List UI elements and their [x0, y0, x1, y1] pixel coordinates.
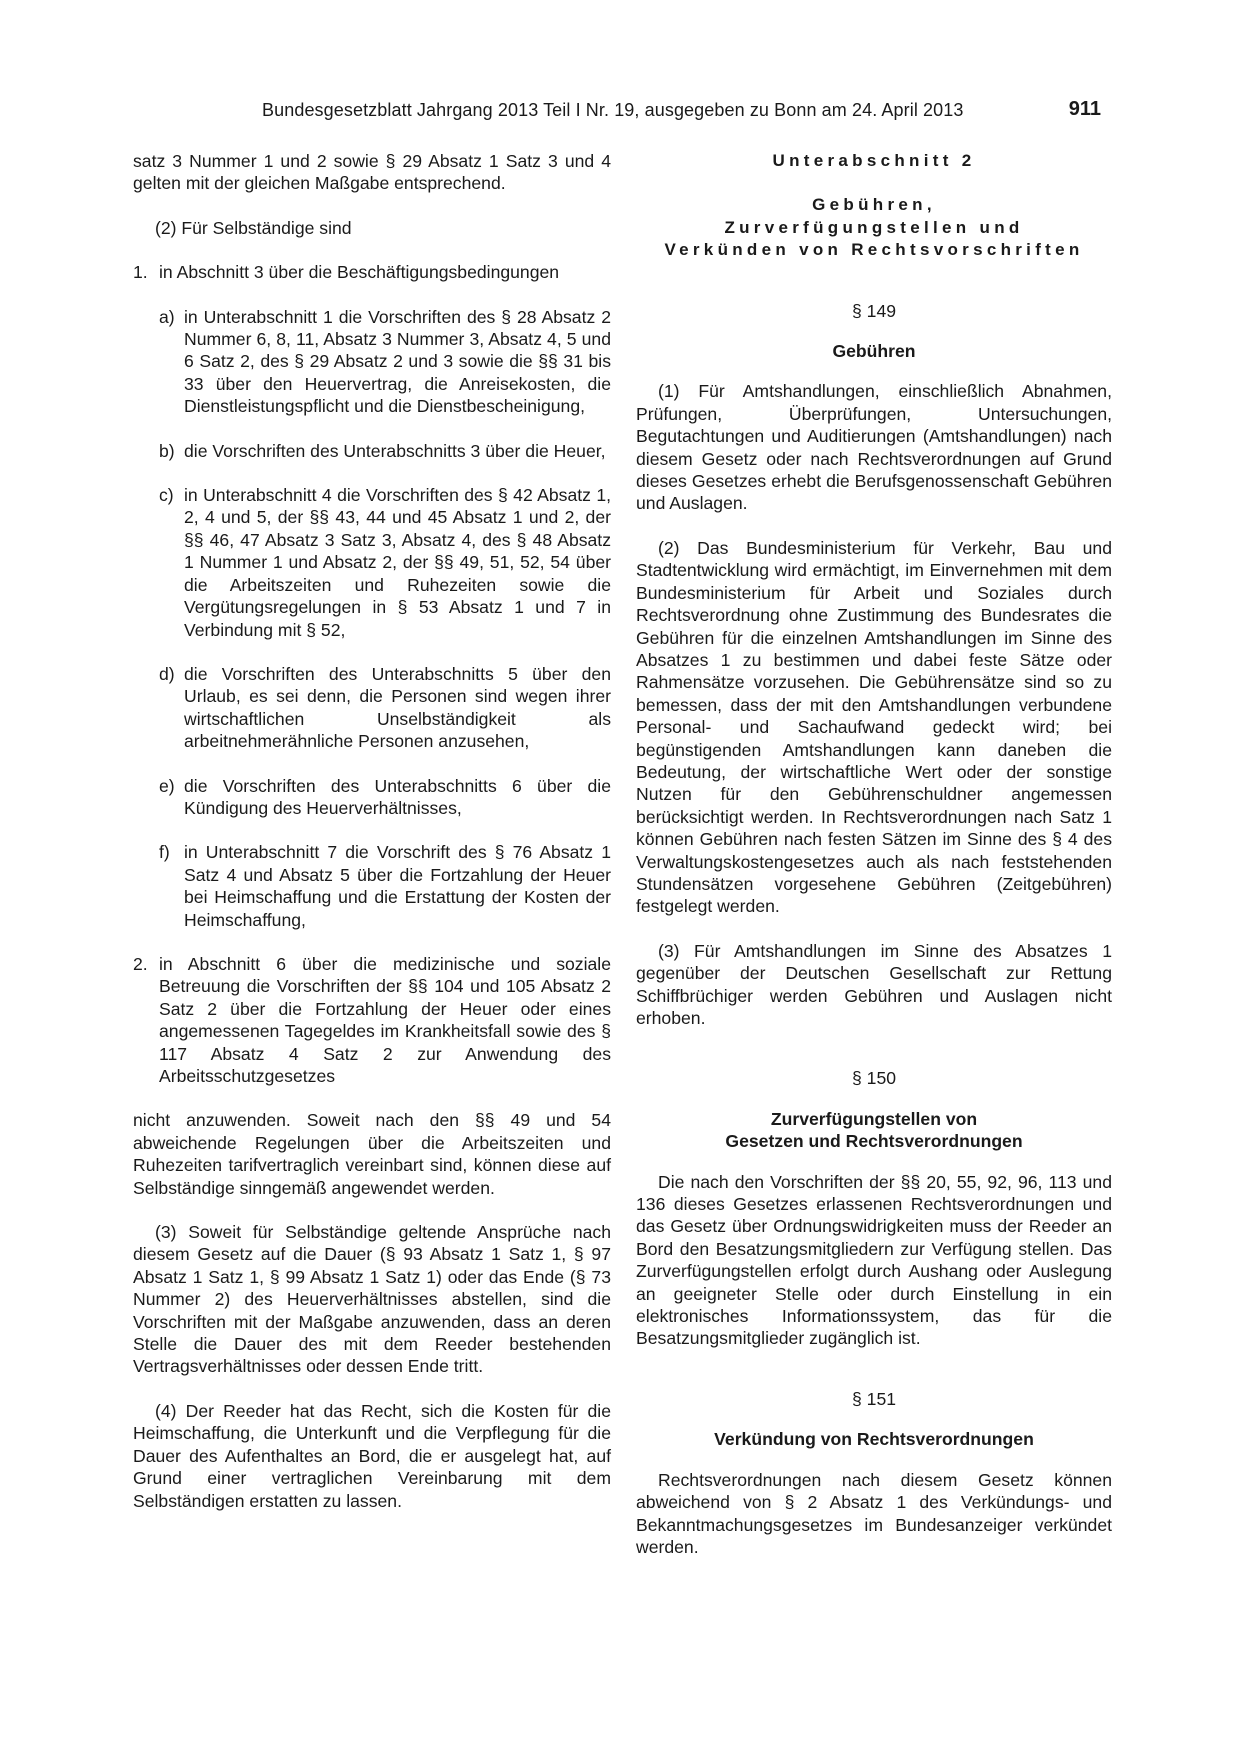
- s149-paragraph-1: (1) Für Amtshandlungen, einschließlich Abnahmen, Prüfungen, Überprüfungen, Untersuchungen, Begutachtungen und Auditierungen (Amtshandlungen) nach diesem Gesetz oder nach Rechtsverordnungen auf Grund dieses Gesetzes erhebt die Berufsgenossenschaft Gebühren und Auslagen.: [636, 381, 1112, 514]
- sub-item-d: [159, 663, 611, 753]
- section-number-151: § 151: [851, 1388, 897, 1409]
- page-number: 911: [1068, 98, 1101, 120]
- page-header: [0, 100, 1241, 130]
- paragraph-3: (3) Soweit für Selbständige geltende Ansprüche nach diesem Gesetz auf die Dauer (§ 93 Absatz 1 Satz 1, § 97 Absatz 1 Satz 1, § 99 Absatz 1 Satz 1) oder das Ende (§ 73 Nummer 2) des Heuerverhältnisses abstellen, sind die Vorschriften mit der Maßgabe anzuwenden, dass an deren Stelle die Dauer des mit dem Reeder bestehenden Vertragsverhältnisses oder dessen Ende tritt.: [133, 1222, 611, 1377]
- left-column: [133, 150, 611, 1512]
- paragraph-2-lead: (2) Für Selbständige sind: [155, 217, 352, 238]
- sub-item-text: die Vorschriften des Unterabschnitts 3 über die Heuer,: [184, 440, 606, 461]
- right-column: [636, 150, 1112, 1558]
- section-title-150: [636, 1108, 1112, 1153]
- intro-paragraph: satz 3 Nummer 1 und 2 sowie § 29 Absatz 1 Satz 3 und 4 gelten mit der gleichen Maßgabe entsprechend.: [133, 151, 611, 194]
- list-marker: 1.: [133, 262, 148, 283]
- section-title-151: Verkündung von Rechtsverordnungen: [714, 1429, 1034, 1450]
- sub-item-marker: f): [159, 842, 170, 863]
- sub-item-text: in Unterabschnitt 7 die Vorschrift des § 76 Absatz 1 Satz 4 und Absatz 5 über die Fortzahlung der Heuer bei Heimschaffung und die Erstattung der Kosten der Heimschaffung,: [184, 842, 611, 930]
- section-title-line: Gesetzen und Rechtsverordnungen: [725, 1131, 1023, 1152]
- header-title: Bundesgesetzblatt Jahrgang 2013 Teil I Nr. 19, ausgegeben zu Bonn am 24. April 2013: [262, 100, 964, 120]
- s150-paragraph-1: Die nach den Vorschriften der §§ 20, 55, 92, 96, 113 und 136 dieses Gesetzes erlassenen Rechtsverordnungen und das Gesetz über Ordnungswidrigkeiten muss der Reeder an Bord den Besatzungsmitgliedern zur Verfügung stellen. Das Zurverfügungstellen erfolgt durch Aushang oder Auslegung an geeigneter Stelle oder durch Einstellung in ein elektronisches Informationssystem, das für die Besatzungsmitglieder zugänglich ist.: [636, 1171, 1112, 1349]
- sub-item-c: [159, 484, 611, 641]
- sub-item-text: die Vorschriften des Unterabschnitts 6 über die Kündigung des Heuerverhältnisses,: [184, 775, 611, 818]
- section-title-149: Gebühren: [832, 341, 916, 362]
- list-item-1: [133, 261, 611, 283]
- sub-item-b: [159, 440, 611, 462]
- sub-item-text: in Unterabschnitt 1 die Vorschriften des § 28 Absatz 2 Nummer 6, 8, 11, Absatz 3 Nummer 3, Absatz 4, 5 und 6 Satz 2, des § 29 Absatz 2 und 3 sowie die §§ 31 bis 33 über den Heuervertrag, die Anreisekosten, die Dienstleistungspflicht und die Dienstbescheinigung,: [184, 306, 611, 417]
- list-item-2: [133, 953, 611, 1087]
- sub-item-marker: c): [159, 485, 174, 506]
- s149-paragraph-2: (2) Das Bundesministerium für Verkehr, Bau und Stadtentwicklung wird ermächtigt, im Einvernehmen mit dem Bundesministerium für Arbeit und Soziales durch Rechtsverordnung ohne Zustimmung des Bundesrates die Gebühren für die einzelnen Amtshandlungen im Sinne des Absatzes 1 zu bestimmen und dabei feste Sätze oder Rahmensätze vorzusehen. Die Gebührensätze sind so zu bemessen, dass der mit den Amtshandlungen verbundene Personal- und Sachaufwand gedeckt wird; bei begünstigenden Amtshandlungen kann daneben die Bedeutung, der wirtschaftliche Wert oder der sonstige Nutzen für den Gebührenschuldner angemessen berücksichtigt werden. In Rechtsverordnungen nach Satz 1 können Gebühren nach festen Sätzen im Sinne des § 4 des Verwaltungskostengesetzes auch als nach feststehenden Stundensätzen vorgesehene Gebühren (Zeitgebühren) festgelegt werden.: [636, 537, 1112, 917]
- sub-item-marker: e): [159, 775, 175, 796]
- paragraph-2-tail: nicht anzuwenden. Soweit nach den §§ 49 und 54 abweichende Regelungen über die Arbeitszeiten und Ruhezeiten tarifvertraglich vereinbart sind, können diese auf Selbständige sinngemäß angewendet werden.: [133, 1110, 611, 1198]
- sub-item-text: in Unterabschnitt 4 die Vorschriften des § 42 Absatz 1, 2, 4 und 5, der §§ 43, 44 und 45 Absatz 1 und 2, der §§ 46, 47 Absatz 3 Satz 3, Absatz 4, des § 48 Absatz 1 Nummer 1 und Absatz 2, der §§ 49, 51, 52, 54 über die Arbeitszeiten und Ruhezeiten sowie die Vergütungsregelungen in § 53 Absatz 1 und 7 in Verbindung mit § 52,: [184, 485, 611, 640]
- subsection-title: [636, 194, 1112, 261]
- list-marker: 2.: [133, 953, 148, 974]
- sub-item-a: [159, 306, 611, 418]
- subsection-title-line: Verkünden von Rechtsvorschriften: [664, 240, 1084, 260]
- section-title-line: Zurverfügungstellen von: [770, 1108, 978, 1129]
- sub-item-marker: a): [159, 306, 175, 327]
- subsection-label: Unterabschnitt 2: [772, 151, 976, 170]
- subsection-title-line: Zurverfügungstellen und: [724, 217, 1024, 237]
- paragraph-4: (4) Der Reeder hat das Recht, sich die Kosten für die Heimschaffung, die Unterkunft und die Verpflegung für die Dauer des Aufenthaltes an Bord, die er ausgelegt hat, auf Grund einer vertraglichen Vereinbarung mit dem Selbständigen erstatten zu lassen.: [133, 1400, 611, 1511]
- s151-paragraph-1: Rechtsverordnungen nach diesem Gesetz können abweichend von § 2 Absatz 1 des Verkündungs- und Bekanntmachungsgesetzes im Bundesanzeiger verkündet werden.: [636, 1469, 1112, 1557]
- sub-item-marker: d): [159, 663, 175, 684]
- sub-item-e: [159, 775, 611, 820]
- sub-item-text: die Vorschriften des Unterabschnitts 5 über den Urlaub, es sei denn, die Personen sind wegen ihrer wirtschaftlichen Unselbständigkeit als arbeitnehmerähnliche Personen anzusehen,: [184, 663, 611, 752]
- sub-item-marker: b): [159, 440, 175, 461]
- section-number-149: § 149: [851, 300, 897, 321]
- list-item-text: in Abschnitt 6 über die medizinische und soziale Betreuung die Vorschriften der §§ 104 und 105 Absatz 2 Satz 2 über die Fortzahlung der Heuer oder eines angemessenen Tagegeldes im Krankheitsfall sowie des § 117 Absatz 4 Satz 2 zur Anwendung des Arbeitsschutzgesetzes: [159, 953, 611, 1086]
- sub-item-f: [159, 841, 611, 931]
- subsection-title-line: Gebühren,: [812, 195, 936, 215]
- section-number-150: § 150: [851, 1068, 897, 1089]
- list-item-text: in Abschnitt 3 über die Beschäftigungsbedingungen: [159, 262, 560, 283]
- s149-paragraph-3: (3) Für Amtshandlungen im Sinne des Absatzes 1 gegenüber der Deutschen Gesellschaft zur Rettung Schiffbrüchiger werden Gebühren und Auslagen nicht erhoben.: [636, 940, 1112, 1028]
